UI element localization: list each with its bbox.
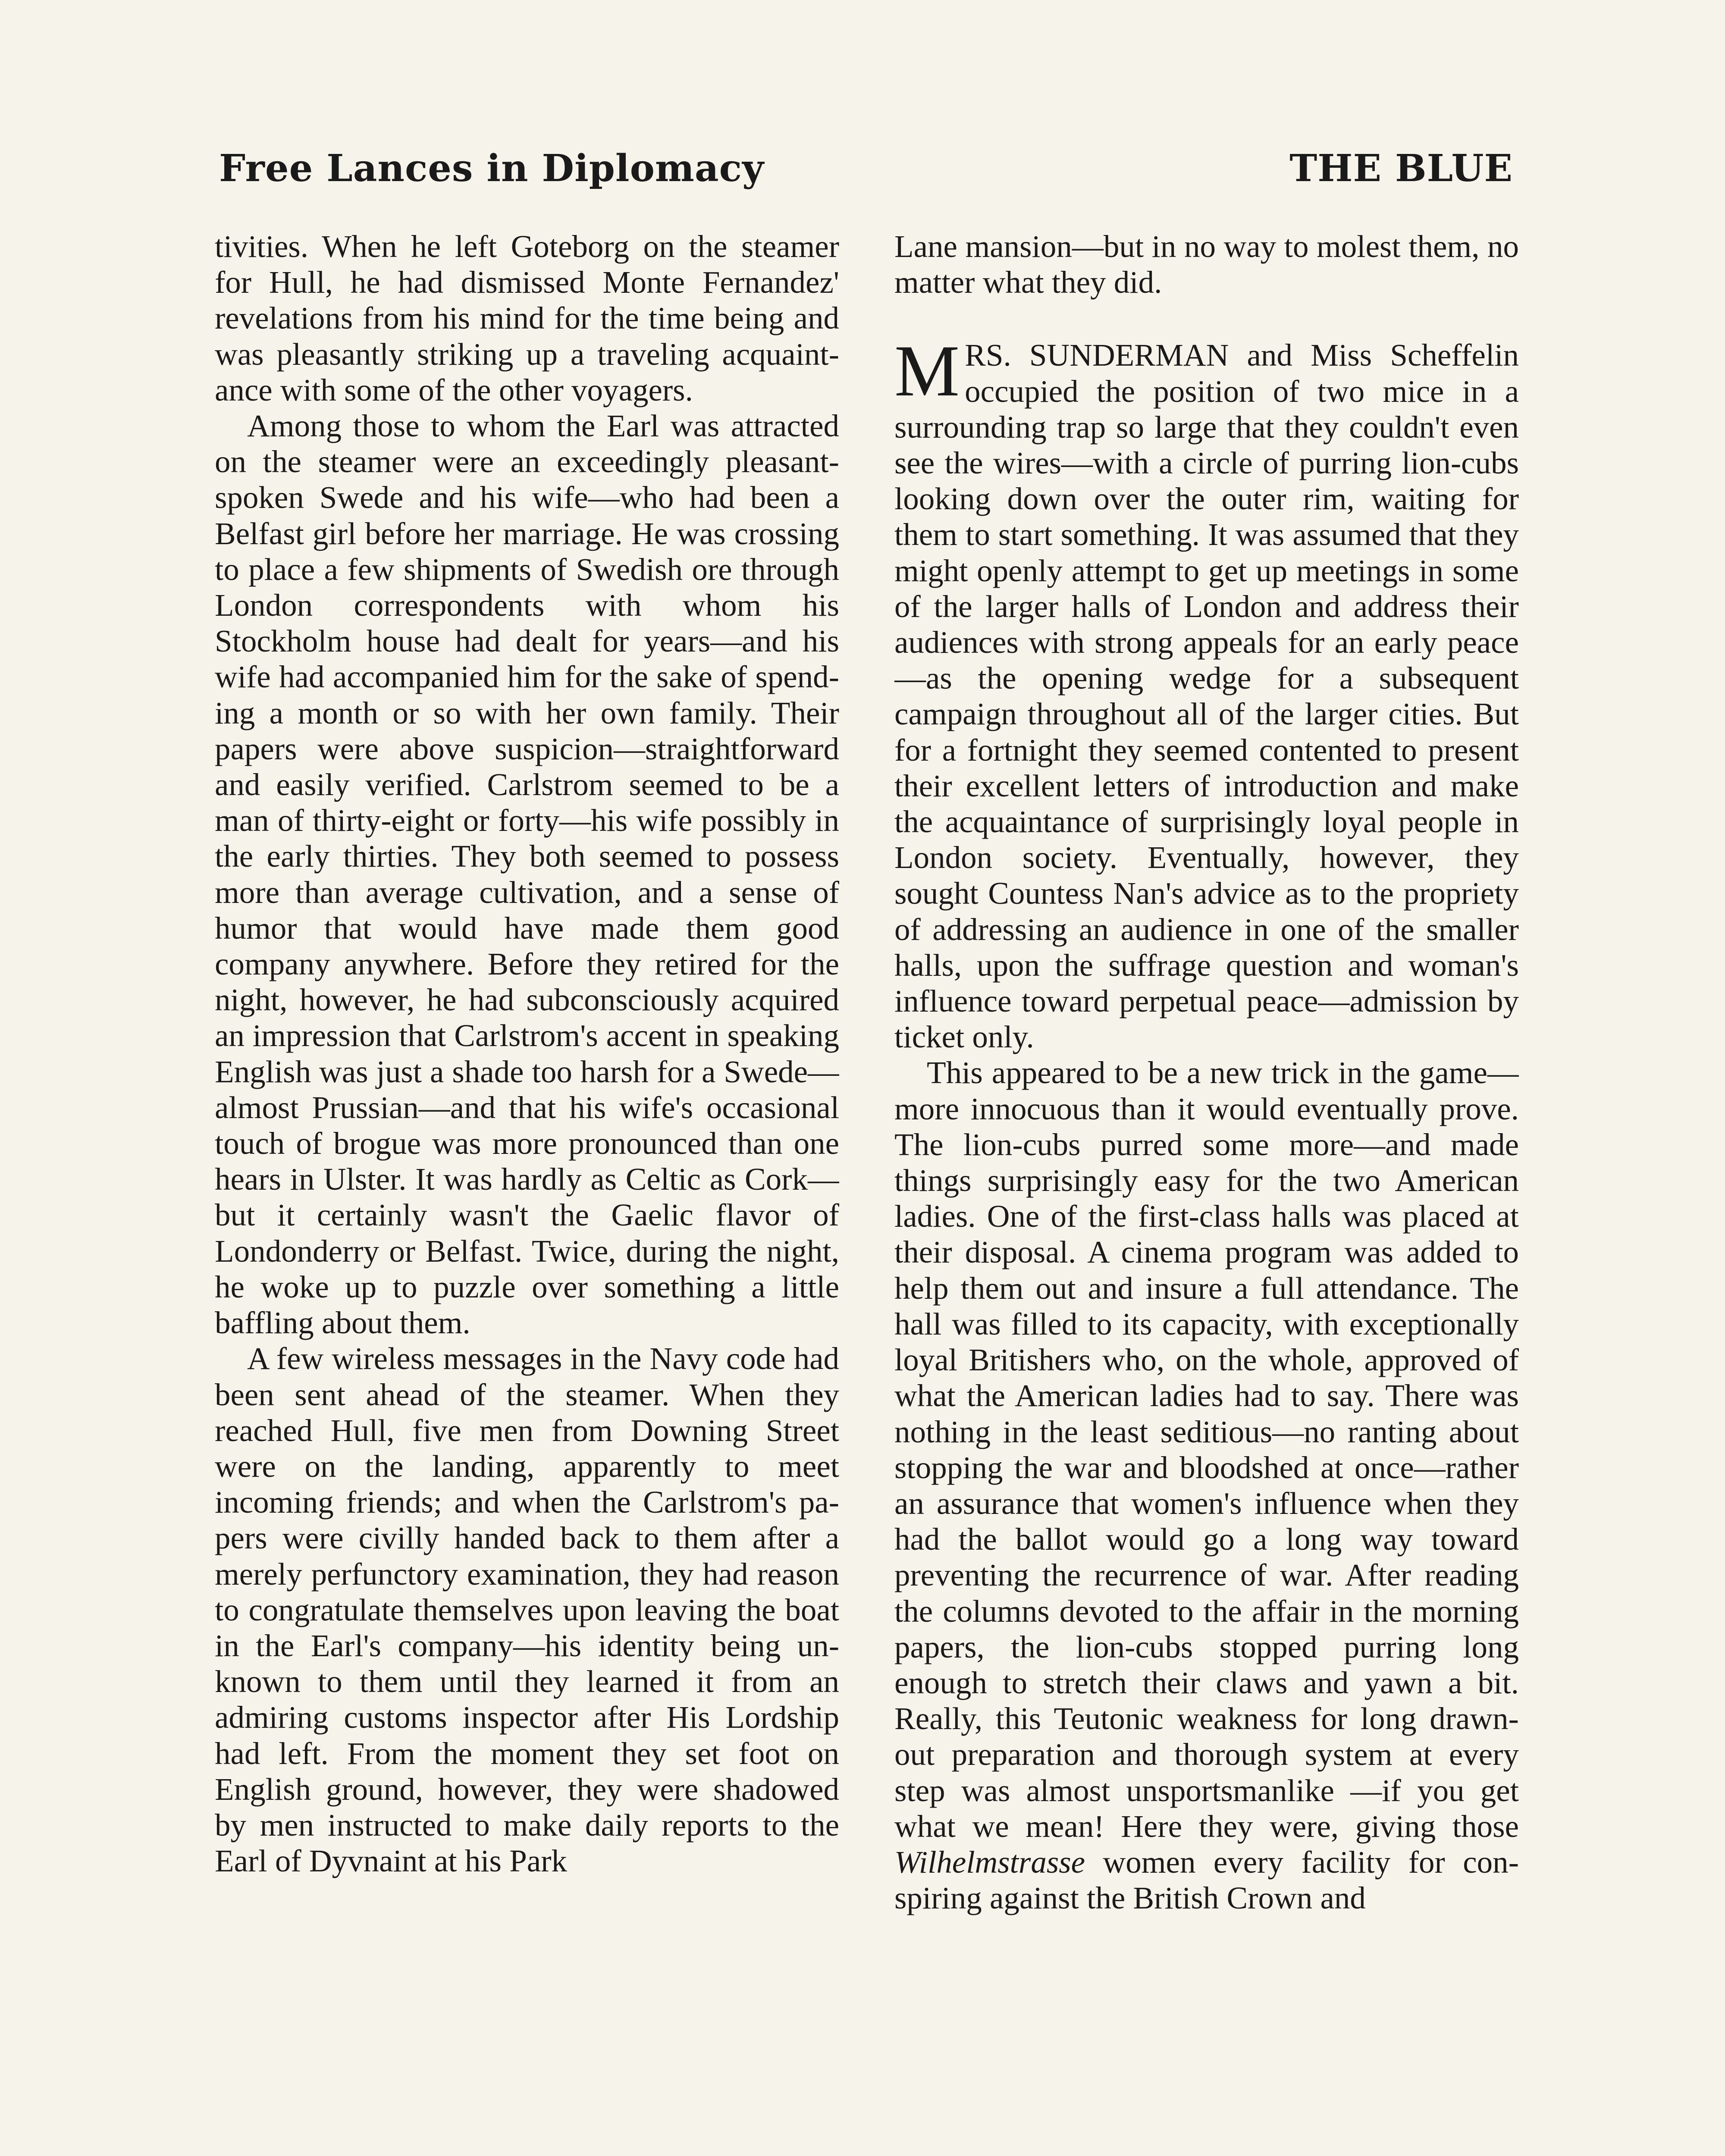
right-column <box>894 229 1519 2156</box>
paragraph: tivities. When he left Goteborg on the steamer for Hull, he had dismissed Monte Fernandez' revelations from his mind for the time being and was pleasantly striking up a traveling acquaintance with some of the other voyagers. <box>215 229 839 407</box>
italic-text: Wilhelmstrasse <box>894 1844 1085 1880</box>
left-column <box>215 229 839 2156</box>
article-body <box>215 229 1519 2156</box>
paragraph: Lane mansion—but in no way to molest them, no matter what they did. <box>894 229 1519 300</box>
paragraph <box>894 1055 1519 1916</box>
drop-cap: M <box>894 330 960 412</box>
running-header <box>219 147 1513 190</box>
paragraph: A few wireless messages in the Navy code had been sent ahead of the steamer. When they reached Hull, five men from Downing Street were on the landing, apparently to meet incoming friends; and when the Carlstrom's papers were civilly handed back to them after a merely perfunctory examination, they had reason to congratulate themselves upon leaving the boat in the Earl's company—his identity being unknown to them until they learned it from an admiring customs inspector after His Lordship had left. From the moment they set foot on English ground, however, they were shadowed by men instructed to make daily reports to the Earl of Dyvnaint at his Park <box>215 1341 839 1879</box>
paragraph: Among those to whom the Earl was attracted on the steamer were an exceedingly pleasant-spoken Swede and his wife—who had been a Belfast girl before her marriage. He was crossing to place a few shipments of Swedish ore through London correspondents with whom his Stockholm house had dealt for years—and his wife had accompanied him for the sake of spending a month or so with her own family. Their papers were above suspicion—straightforward and easily verified. Carlstrom seemed to be a man of thirty-eight or forty—his wife possibly in the early thirties. They both seemed to possess more than average cultivation, and a sense of humor that would have made them good company anywhere. Before they retired for the night, however, he had subconsciously acquired an impression that Carlstrom's accent in speaking English was just a shade too harsh for a Swede—almost Prussian—and that his wife's occasional touch of brogue was more pronounced than one hears in Ulster. It was hardly as Celtic as Cork—but it certainly wasn't the Gaelic flavor of Londonderry or Belfast. Twice, during the night, he woke up to puzzle over something a little baffling about them. <box>215 408 839 1341</box>
paragraph-text: women every facility for conspiring against the British Crown and <box>894 1844 1519 1916</box>
section-paragraph <box>894 330 1519 1055</box>
paragraph-text: and Miss Scheffelin occupied the position of two mice in a surrounding trap so large that they couldn't even see the wires—with a circle of purring lion-cubs looking down over the outer rim, waiting for them to start something. It was assumed that they might openly attempt to get up meetings in some of the larger halls of London and address their audiences with strong appeals for an early peace—as the opening wedge for a subsequent campaign throughout all of the larger cities. But for a fortnight they seemed contented to present their excellent letters of introduction and make the acquaintance of surprisingly loyal people in London society. Eventually, however, they sought Countess Nan's advice as to the propriety of addressing an audience in one of the smaller halls, upon the suffrage question and woman's influence toward perpetual peace—admission by ticket only. <box>894 338 1519 1055</box>
header-title-right: THE BLUE <box>1289 147 1513 190</box>
header-title-left: Free Lances in Diplomacy <box>219 147 764 190</box>
paragraph-text: This appeared to be a new trick in the game—more innocuous than it would eventually prove. The lion-cubs purred some more—and made things surprisingly easy for the two American ladies. One of the first-class halls was placed at their disposal. A cinema program was added to help them out and insure a full attendance. The hall was filled to its capacity, with exceptionally loyal Britishers who, on the whole, approved of what the American ladies had to say. There was nothing in the least seditious—no ranting about stopping the war and bloodshed at once—rather an assurance that women's influence when they had the ballot would go a long way toward preventing the recurrence of war. After reading the columns devoted to the affair in the morning papers, the lion-cubs stopped purring long enough to stretch their claws and yawn a bit. Really, this Teutonic weakness for long drawn-out preparation and thorough system at every step was almost unsportsmanlike —if you get what we mean! Here they were, giving those <box>894 1055 1519 1844</box>
lead-in-text: RS. SUNDERMAN <box>965 338 1229 373</box>
